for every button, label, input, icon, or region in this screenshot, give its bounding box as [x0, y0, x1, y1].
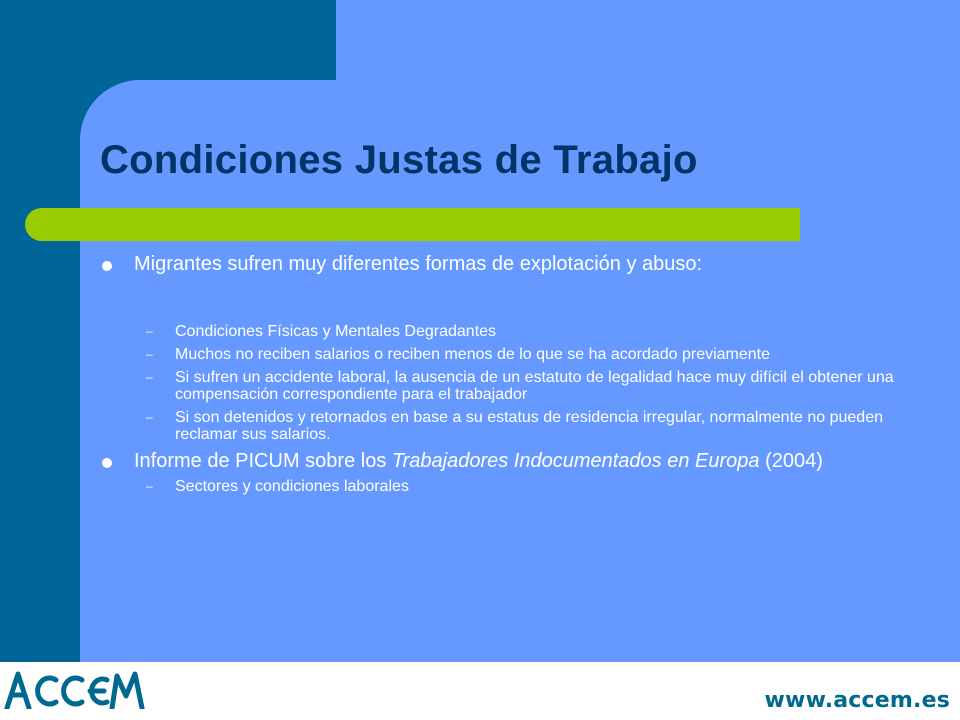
dash-icon: –	[146, 370, 153, 384]
bullet-item	[100, 451, 886, 472]
dash-icon: –	[146, 324, 153, 338]
sub-item	[100, 478, 897, 495]
bullet-text-prefix: Informe de PICUM sobre los	[134, 450, 392, 472]
bullet-text: Migrantes sufren muy diferentes formas de explotación y abuso:	[134, 253, 703, 275]
sub-item-text: Muchos no reciben salarios o reciben menos de lo que se ha acordado previamente	[175, 346, 771, 363]
slide-content	[100, 254, 900, 495]
left-decor-band	[0, 0, 80, 662]
dash-icon: –	[146, 347, 153, 361]
bullet-text-suffix: (2004)	[759, 450, 823, 472]
accem-logo	[4, 666, 154, 712]
bullet-dot-icon	[102, 261, 112, 271]
bullet-item	[100, 254, 824, 275]
sub-item-text: Sectores y condiciones laborales	[175, 478, 409, 495]
footer-url[interactable]: www.accem.es	[764, 688, 950, 713]
footer-bar	[0, 662, 960, 720]
sub-item	[100, 346, 897, 363]
slide-title: Condiciones Justas de Trabajo	[100, 138, 698, 182]
sub-item-text: Si sufren un accidente laboral, la ausencia de un estatuto de legalidad hace muy difícil el obtener una compensación correspondiente para el trabajador	[175, 369, 894, 403]
report-title: Trabajadores Indocumentados en Europa	[391, 450, 760, 472]
sub-item	[100, 409, 897, 443]
title-accent-bar	[25, 208, 800, 241]
sub-item-text: Condiciones Físicas y Mentales Degradantes	[175, 323, 497, 340]
corner-decor	[80, 80, 140, 140]
sub-item	[100, 369, 897, 403]
dash-icon: –	[146, 479, 153, 493]
bullet-dot-icon	[102, 458, 112, 468]
dash-icon: –	[146, 410, 153, 424]
top-decor-block	[80, 0, 336, 80]
sub-item	[100, 323, 897, 340]
sub-item-text: Si son detenidos y retornados en base a su estatus de residencia irregular, normalmente no pueden reclamar sus salarios.	[175, 409, 883, 443]
